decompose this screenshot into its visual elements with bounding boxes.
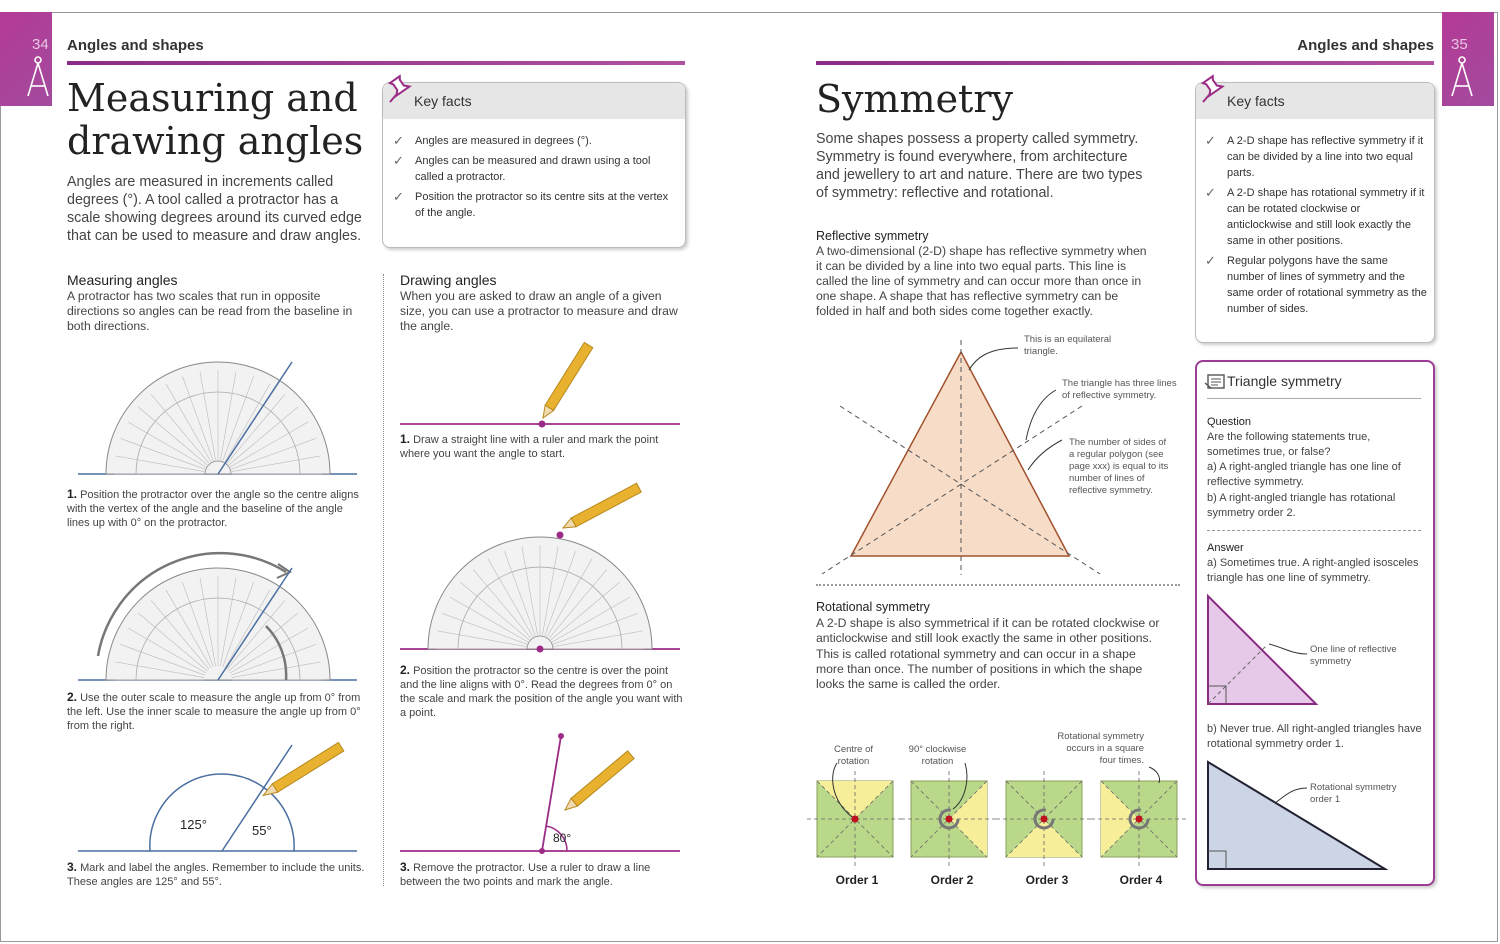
- drawing-step1: 1. Draw a straight line with a ruler and mark the point where you want the angle to start.: [400, 432, 659, 460]
- check-icon: ✓: [1205, 253, 1216, 268]
- right-triangle-diagram: [1197, 758, 1427, 878]
- drawing-step1-diagram: [400, 340, 690, 430]
- reflective-heading: Reflective symmetry: [816, 229, 929, 243]
- page-title: Symmetry: [816, 77, 1013, 121]
- question-text: Are the following statements true, sometimes true, or false?: [1207, 431, 1371, 459]
- page-header: Angles and shapes: [67, 37, 204, 54]
- order-label-3: Order 3: [1025, 873, 1069, 887]
- page-number: 34: [32, 36, 49, 53]
- measuring-step1: 1. Position the protractor over the angle so the centre aligns with the vertex of the angle and the baseline of the angle lines up with 0° on the protractor.: [67, 487, 359, 529]
- pencil-icon: [539, 342, 593, 420]
- rotation-square: [807, 771, 903, 867]
- measuring-text: A protractor has two scales that run in opposite directions so angles can be read from the baseline in both directions.: [67, 289, 353, 333]
- rotation-square: [996, 771, 1092, 867]
- rotation-square: [1091, 771, 1187, 867]
- drawing-step2-diagram: [400, 478, 690, 658]
- section-divider: [816, 584, 1180, 586]
- label-three-lines: The triangle has three lines of reflective symmetry.: [1062, 378, 1177, 401]
- header-rule: [67, 61, 685, 65]
- check-icon: ✓: [393, 189, 404, 204]
- rotational-squares-diagram: [805, 765, 1195, 870]
- pencil-icon: [260, 742, 343, 799]
- angle-label-80: 80°: [553, 831, 572, 845]
- answer-heading: Answer: [1207, 542, 1244, 554]
- protractor-diagram-2: [70, 556, 370, 686]
- label-equilateral: This is an equilateral triangle.: [1024, 334, 1112, 357]
- key-fact-item: ✓ A 2-D shape has reflective symmetry if it can be divided by a line into two equal parts.: [1205, 133, 1424, 179]
- measuring-step3: 3. Mark and label the angles. Remember to include the units. These angles are 125° and 55°.: [67, 860, 365, 888]
- answer-a: a) Sometimes true. A right-angled isosceles triangle has one line of symmetry.: [1207, 557, 1419, 585]
- label-rotational-order-1: Rotational symmetry order 1: [1310, 782, 1397, 805]
- right-page-tab: [1442, 12, 1494, 106]
- drawing-step3: 3. Remove the protractor. Use a ruler to draw a line between the two points and mark the angle.: [400, 860, 651, 888]
- measuring-step2: 2. Use the outer scale to measure the angle up from 0° from the left. Use the inner scale to measure the angle up from 0° from the right.: [67, 690, 361, 732]
- key-facts-box: [382, 82, 686, 248]
- rotational-text: A 2-D shape is also symmetrical if it can be rotated clockwise or anticlockwise and still look exactly the same in other positions. This is called rotational symmetry and can occur in a shape more than once. The number of positions in which the shape looks the same is called the order.: [816, 616, 1160, 692]
- order-label-2: Order 2: [930, 873, 974, 887]
- label-one-line: One line of reflective symmetry: [1310, 644, 1397, 667]
- check-icon: ✓: [393, 133, 404, 148]
- page-number: 35: [1451, 36, 1468, 53]
- compass-icon: [20, 56, 50, 100]
- header-rule: [816, 61, 1434, 65]
- worked-example-icon: [1205, 373, 1227, 391]
- rotation-square: [901, 771, 997, 867]
- order-label-1: Order 1: [835, 873, 879, 887]
- page-header: Angles and shapes: [1297, 37, 1434, 54]
- question-b: b) A right-angled triangle has rotational symmetry order 2.: [1207, 492, 1396, 520]
- label-square-four-times: Rotational symmetry occurs in a square four times.: [1057, 731, 1144, 766]
- drawing-step2: 2. Position the protractor so the centre is over the point and the line aligns with 0°. Read the degrees from 0° on the scale and mark the position of the angle you want with a point.: [400, 663, 683, 719]
- key-facts-box: [1195, 82, 1435, 343]
- angle-label-55: 55°: [252, 823, 272, 838]
- dashed-divider: [1207, 530, 1421, 531]
- key-fact-item: ✓ Angles are measured in degrees (°).: [393, 133, 592, 148]
- label-90-rotation: 90° clockwise rotation: [908, 744, 967, 767]
- pencil-icon: [562, 751, 634, 814]
- triangle-symmetry-box: [1195, 360, 1435, 886]
- key-fact-item: ✓ A 2-D shape has rotational symmetry if it can be rotated clockwise or anticlockwise and still look exactly the same in other positions.: [1205, 185, 1425, 247]
- key-facts-title: Key facts: [414, 93, 472, 109]
- pushpin-icon: [1199, 75, 1227, 103]
- measuring-heading: Measuring angles: [67, 272, 178, 288]
- key-fact-item: ✓ Angles can be measured and drawn using a tool called a protractor.: [393, 153, 651, 183]
- page-title-line2: drawing angles: [67, 119, 364, 163]
- question-heading: Question: [1207, 416, 1252, 428]
- order-label-4: Order 4: [1119, 873, 1163, 887]
- angle-125-diagram: [70, 740, 370, 860]
- drawing-step3-diagram: [400, 728, 690, 858]
- symmetry-intro: Some shapes possess a property called symmetry. Symmetry is found everywhere, from architecture and jewellery to art and nature. There are two types of symmetry: reflective and rotational.: [816, 131, 1143, 201]
- intro-text: Angles are measured in increments called degrees (°). A tool called a protractor has a scale showing degrees around its curved edge that can be used to measure and draw angles.: [67, 174, 362, 244]
- rotational-heading: Rotational symmetry: [816, 600, 930, 614]
- reflective-text: A two-dimensional (2-D) shape has reflective symmetry when it can be divided by a line into two equal parts. This line is called the line of symmetry and can occur more than once in one shape. A shape that has reflective symmetry can be folded in half and both sides come together exactly.: [816, 244, 1147, 318]
- key-facts-title: Key facts: [1227, 93, 1285, 109]
- triangle-symmetry-title: Triangle symmetry: [1227, 373, 1342, 389]
- check-icon: ✓: [393, 153, 404, 168]
- angle-label-125: 125°: [180, 817, 207, 832]
- left-page-tab: [0, 12, 52, 106]
- label-regular-polygon: The number of sides of a regular polygon (see page xxx) is equal to its number of lines of reflective symmetry.: [1069, 437, 1169, 496]
- column-divider: [383, 274, 384, 886]
- key-fact-item: ✓ Regular polygons have the same number of lines of symmetry and the same order of rotational symmetry as the number of sides.: [1205, 253, 1427, 315]
- protractor-diagram-1: [70, 350, 370, 480]
- answer-b: b) Never true. All right-angled triangles have rotational symmetry order 1.: [1207, 723, 1422, 751]
- question-a: a) A right-angled triangle has one line of reflective symmetry.: [1207, 461, 1401, 489]
- page-title-line1: Measuring and: [67, 76, 358, 120]
- check-icon: ✓: [1205, 133, 1216, 148]
- pencil-icon: [561, 483, 642, 532]
- pushpin-icon: [386, 75, 414, 103]
- key-fact-item: ✓ Position the protractor so its centre sits at the vertex of the angle.: [393, 189, 669, 219]
- drawing-text: When you are asked to draw an angle of a given size, you can use a protractor to measure and draw the angle.: [400, 289, 678, 333]
- label-centre-of-rotation: Centre of rotation: [833, 744, 874, 767]
- title-rule: [1207, 398, 1421, 399]
- check-icon: ✓: [1205, 185, 1216, 200]
- compass-icon: [1450, 56, 1480, 100]
- drawing-heading: Drawing angles: [400, 272, 497, 288]
